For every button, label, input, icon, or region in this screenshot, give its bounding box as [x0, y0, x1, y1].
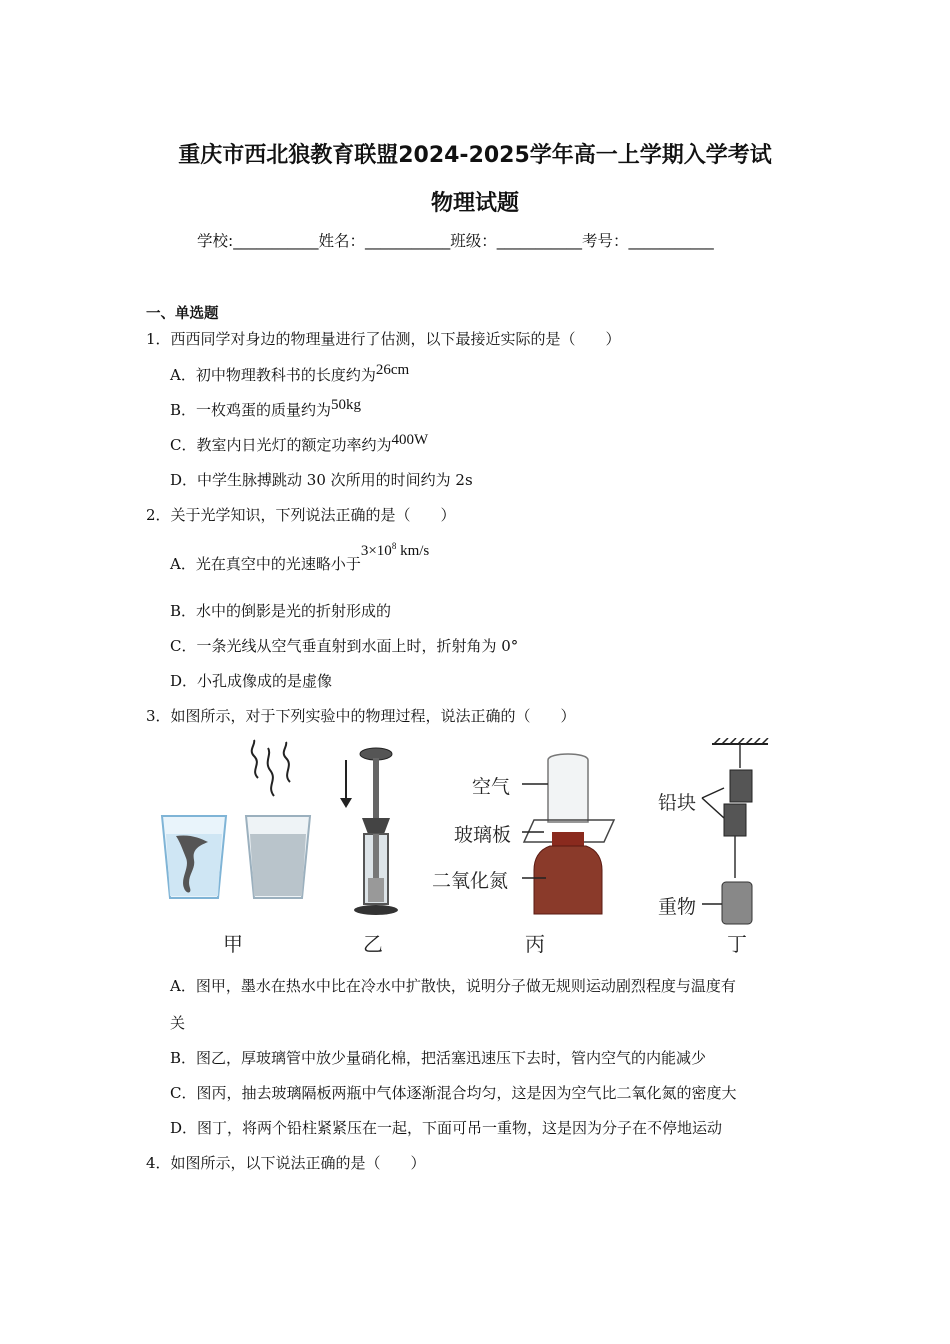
option-text: A．光在真空中的光速略小于 [170, 555, 361, 573]
option-value: 400W [391, 432, 429, 448]
beaker-cold-ink [162, 816, 226, 898]
question-1-option-c [170, 434, 428, 455]
gas-bottles [522, 754, 614, 914]
question-3-option-c: C．图丙，抽去玻璃隔板两瓶中气体逐渐混合均匀，这是因为空气比二氧化氮的密度大 [170, 1084, 737, 1102]
value-exponent: 8 [391, 541, 397, 551]
label-air: 空气 [472, 776, 511, 798]
question-1-option-a [170, 364, 409, 385]
exam-subtitle: 物理试题 [430, 191, 519, 216]
question-3-option-a-cont: 关 [170, 1014, 186, 1032]
fire-syringe [340, 748, 398, 915]
label-no2: 二氧化氮 [432, 870, 509, 892]
exam-title: 重庆市西北狼教育联盟2024-2025学年高一上学期入学考试 [178, 143, 772, 168]
option-value: 50kg [331, 397, 362, 413]
option-text: B．一枚鸡蛋的质量约为 [170, 401, 332, 419]
question-1-option-d: D．中学生脉搏跳动 30 次所用的时间约为 2s [170, 471, 473, 489]
label-weight: 重物 [658, 896, 697, 918]
figure-label-bing: 丙 [525, 932, 545, 956]
question-3-option-d: D．图丁，将两个铅柱紧紧压在一起，下面可吊一重物，这是因为分子在不停地运动 [170, 1119, 723, 1137]
option-text: A．初中物理教科书的长度约为 [170, 366, 376, 384]
question-2-option-b: B．水中的倒影是光的折射形成的 [170, 602, 392, 620]
question-4-stem: 4．如图所示，以下说法正确的是（ ） [146, 1154, 426, 1172]
option-value [361, 543, 429, 559]
question-1-option-b [170, 399, 361, 420]
question-3-option-a: A．图甲，墨水在热水中比在冷水中扩散快，说明分子做无规则运动剧烈程度与温度有 [170, 977, 736, 995]
student-info-line: 学校:___________姓名：___________班级：___________考号：___________ [197, 232, 714, 250]
option-text: C．教室内日光灯的额定功率约为 [170, 436, 392, 454]
question-2-option-c: C．一条光线从空气垂直射到水面上时，折射角为 0° [170, 637, 519, 655]
beaker-hot-ink [246, 816, 310, 898]
label-glass-plate: 玻璃板 [454, 824, 512, 846]
label-lead-block: 铅块 [658, 792, 697, 814]
figure-label-ding: 丁 [727, 932, 747, 956]
question-2-option-d: D．小孔成像成的是虚像 [170, 672, 333, 690]
value-base: 3×10 [360, 543, 392, 559]
experiment-figure [150, 738, 810, 958]
option-value: 26cm [375, 362, 410, 378]
question-2-stem: 2．关于光学知识，下列说法正确的是（ ） [146, 506, 456, 524]
lead-blocks [702, 738, 768, 924]
section-heading: 一、单选题 [146, 306, 219, 322]
figure-label-yi: 乙 [363, 932, 383, 956]
figure-label-jia: 甲 [223, 932, 243, 956]
question-3-option-b: B．图乙，厚玻璃管中放少量硝化棉，把活塞迅速压下去时，管内空气的内能减少 [170, 1049, 707, 1067]
experiment-illustration [150, 738, 810, 958]
steam-icon [252, 740, 290, 796]
value-unit: km/s [396, 543, 430, 559]
question-1-stem: 1．西西同学对身边的物理量进行了估测，以下最接近实际的是（ ） [146, 330, 621, 348]
question-3-stem: 3．如图所示，对于下列实验中的物理过程，说法正确的（ ） [146, 707, 576, 725]
